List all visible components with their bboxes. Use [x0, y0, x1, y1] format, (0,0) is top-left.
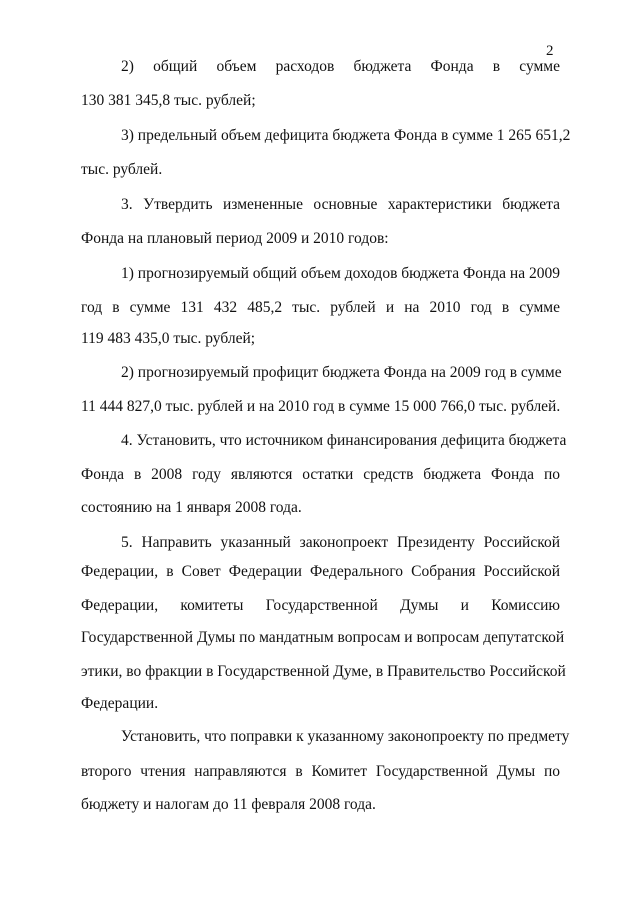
text-line: тыс. рублей. — [81, 161, 163, 178]
text-line: 2) общий объем расходов бюджета Фонда в сумме — [121, 58, 560, 75]
text-line: 1) прогнозируемый общий объем доходов бюджета Фонда на 2009 — [121, 265, 560, 282]
text-line: Фонда в 2008 году являются остатки средств бюджета Фонда по — [81, 466, 560, 483]
text-line: Федерации, комитеты Государственной Думы и Комиссию — [81, 597, 560, 614]
text-line: 11 444 827,0 тыс. рублей и на 2010 год в сумме 15 000 766,0 тыс. рублей. — [81, 398, 561, 415]
text-line: Установить, что поправки к указанному законопроекту по предмету — [121, 728, 570, 745]
text-line: 119 483 435,0 тыс. рублей; — [81, 330, 256, 347]
text-line: 130 381 345,8 тыс. рублей; — [81, 92, 256, 109]
text-line: Федерации, в Совет Федерации Федерального Собрания Российской — [81, 563, 560, 580]
text-line: бюджету и налогам до 11 февраля 2008 года. — [81, 796, 376, 813]
text-line: Фонда на плановый период 2009 и 2010 годов: — [81, 230, 389, 247]
text-line: 3) предельный объем дефицита бюджета Фонда в сумме 1 265 651,2 — [121, 127, 571, 144]
text-line: год в сумме 131 432 485,2 тыс. рублей и на 2010 год в сумме — [81, 299, 560, 316]
text-line: этики, во фракции в Государственной Думе, в Правительство Российской — [81, 663, 566, 680]
text-line: 2) прогнозируемый профицит бюджета Фонда на 2009 год в сумме — [121, 364, 562, 381]
text-line: 4. Установить, что источником финансирования дефицита бюджета — [121, 432, 567, 449]
text-line: 3. Утвердить измененные основные характеристики бюджета — [121, 196, 560, 213]
text-line: Федерации. — [81, 695, 159, 712]
page-number: 2 — [546, 43, 554, 59]
text-line: второго чтения направляются в Комитет Государственной Думы по — [81, 763, 560, 780]
text-line: состоянию на 1 января 2008 года. — [81, 499, 302, 516]
text-line: 5. Направить указанный законопроект Президенту Российской — [121, 534, 560, 551]
text-line: Государственной Думы по мандатным вопросам и вопросам депутатской — [81, 629, 565, 646]
